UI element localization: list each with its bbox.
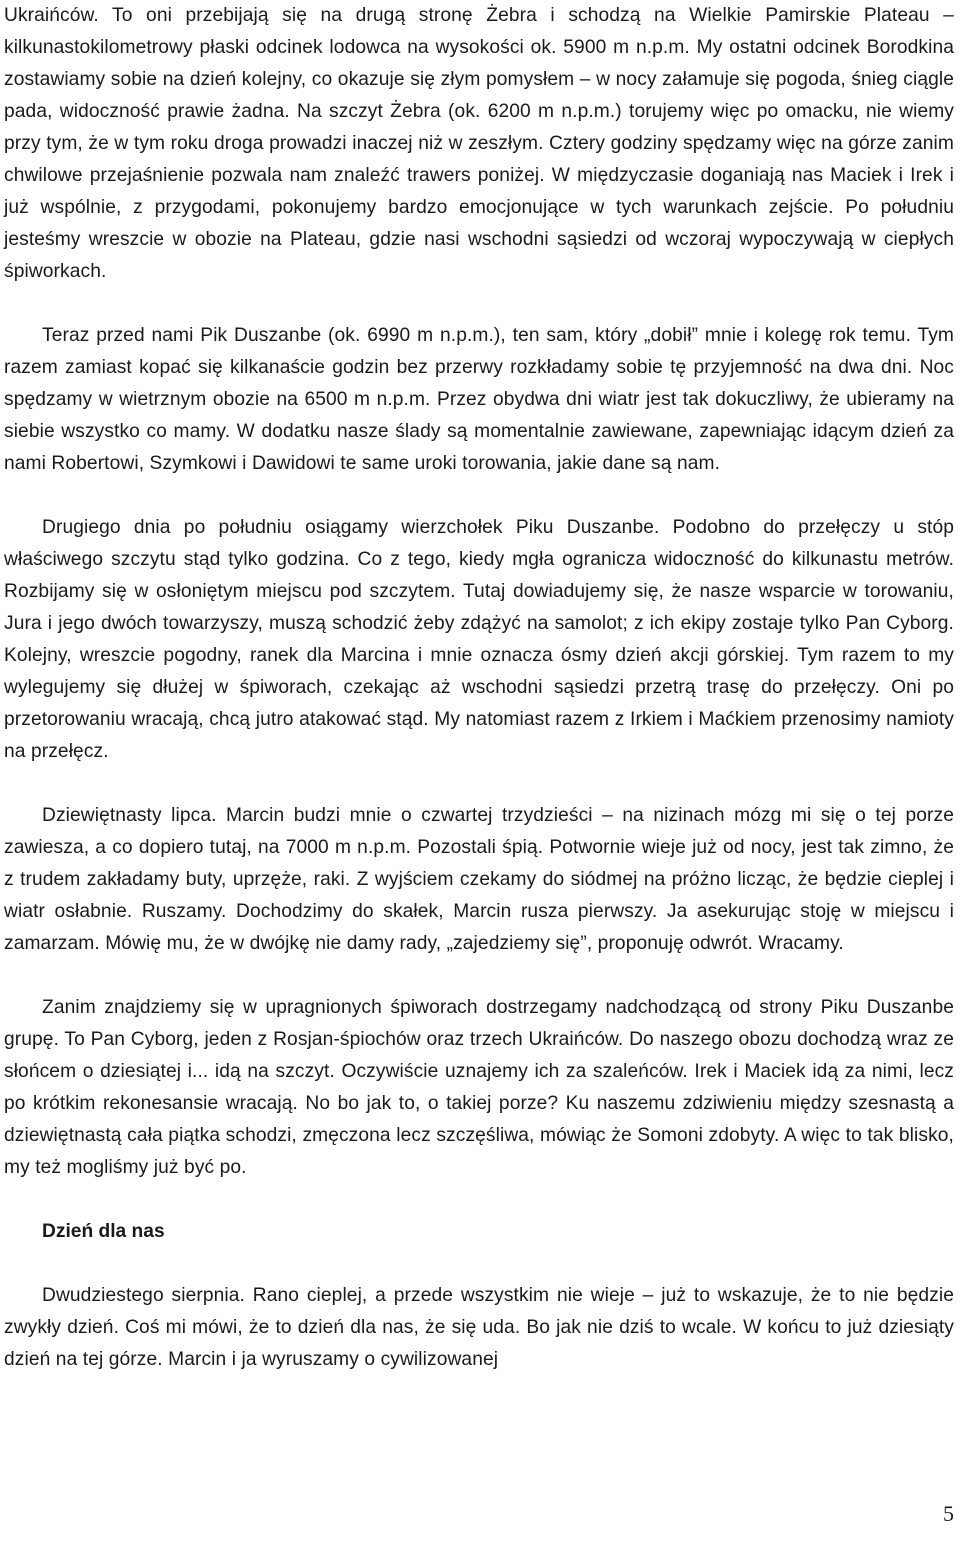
document-page	[4, 0, 954, 1376]
paragraph-2: Teraz przed nami Pik Duszanbe (ok. 6990 m n.p.m.), ten sam, który „dobił” mnie i kolegę rok temu. Tym razem zamiast kopać się kilkanaście godzin bez przerwy rozkładamy sobie tę przyjemność na dwa dni. Noc spędzamy w wietrznym obozie na 6500 m n.p.m. Przez obydwa dni wiatr jest tak dokuczliwy, że ubieramy na siebie wszystko co mamy. W dodatku nasze ślady są momentalnie zawiewane, zapewniając idącym dzień za nami Robertowi, Szymkowi i Dawidowi te same uroki torowania, jakie dane są nam.	[4, 325, 954, 474]
paragraph-4: Dziewiętnasty lipca. Marcin budzi mnie o czwartej trzydzieści – na nizinach mózg mi się o tej porze zawiesza, a co dopiero tutaj, na 7000 m n.p.m. Pozostali śpią. Potwornie wieje już od nocy, jest tak zimno, że z trudem zakładamy buty, uprzęże, raki. Z wyjściem czekamy do siódmej na próżno licząc, że będzie cieplej i wiatr osłabnie. Ruszamy. Dochodzimy do skałek, Marcin rusza pierwszy. Ja asekurując stoję w miejscu i zamarzam. Mówię mu, że w dwójkę nie damy rady, „zajedziemy się”, proponuję odwrót. Wracamy.	[4, 805, 954, 954]
paragraph-3: Drugiego dnia po południu osiągamy wierzchołek Piku Duszanbe. Podobno do przełęczy u stóp właściwego szczytu stąd tylko godzina. Co z tego, kiedy mgła ogranicza widoczność do kilkunastu metrów. Rozbijamy się w osłoniętym miejscu pod szczytem. Tutaj dowiadujemy się, że nasze wsparcie w torowaniu, Jura i jego dwóch towarzyszy, muszą schodzić żeby zdążyć na samolot; z ich ekipy zostaje tylko Pan Cyborg. Kolejny, wreszcie pogodny, ranek dla Marcina i mnie oznacza ósmy dzień akcji górskiej. Tym razem to my wylegujemy się dłużej w śpiworach, czekając aż wschodni sąsiedzi przetrą trasę do przełęczy. Oni po przetorowaniu wracają, chcą jutro atakować stąd. My natomiast razem z Irkiem i Maćkiem przenosimy namioty na przełęcz.	[4, 517, 954, 762]
paragraph-5: Zanim znajdziemy się w upragnionych śpiworach dostrzegamy nadchodzącą od strony Piku Duszanbe grupę. To Pan Cyborg, jeden z Rosjan-śpiochów oraz trzech Ukraińców. Do naszego obozu dochodzą wraz ze słońcem o dziesiątej i... idą na szczyt. Oczywiście uznajemy ich za szaleńców. Irek i Maciek idą za nimi, lecz po krótkim rekonesansie wracają. No bo jak to, o takiej porze? Ku naszemu zdziwieniu między szesnastą a dziewiętnastą cała piątka schodzi, zmęczona lecz szczęśliwa, mówiąc że Somoni zdobyty. A więc to tak blisko, my też mogliśmy już być po.	[4, 997, 954, 1178]
paragraph-1: Ukraińców. To oni przebijają się na drugą stronę Żebra i schodzą na Wielkie Pamirskie Plateau – kilkunastokilometrowy płaski odcinek lodowca na wysokości ok. 5900 m n.p.m. My ostatni odcinek Borodkina zostawiamy sobie na dzień kolejny, co okazuje się złym pomysłem – w nocy załamuje się pogoda, śnieg ciągle pada, widoczność prawie żadna. Na szczyt Żebra (ok. 6200 m n.p.m.) torujemy więc po omacku, nie wiemy przy tym, że w tym roku droga prowadzi inaczej niż w zeszłym. Cztery godziny spędzamy więc na górze zanim chwilowe przejaśnienie pozwala nam znaleźć trawers poniżej. W międzyczasie doganiają nas Maciek i Irek i już wspólnie, z przygodami, pokonujemy bardzo emocjonujące w tych warunkach zejście. Po południu jesteśmy wreszcie w obozie na Plateau, gdzie nasi wschodni sąsiedzi od wczoraj wypoczywają w ciepłych śpiworkach.	[4, 5, 954, 282]
section-heading: Dzień dla nas	[42, 1221, 165, 1242]
paragraph-6: Dwudziestego sierpnia. Rano cieplej, a przede wszystkim nie wieje – już to wskazuje, że to nie będzie zwykły dzień. Coś mi mówi, że to dzień dla nas, że się uda. Bo jak nie dziś to wcale. W końcu to już dziesiąty dzień na tej górze. Marcin i ja wyruszamy o cywilizowanej	[4, 1285, 954, 1370]
page-number: 5	[943, 1501, 954, 1526]
